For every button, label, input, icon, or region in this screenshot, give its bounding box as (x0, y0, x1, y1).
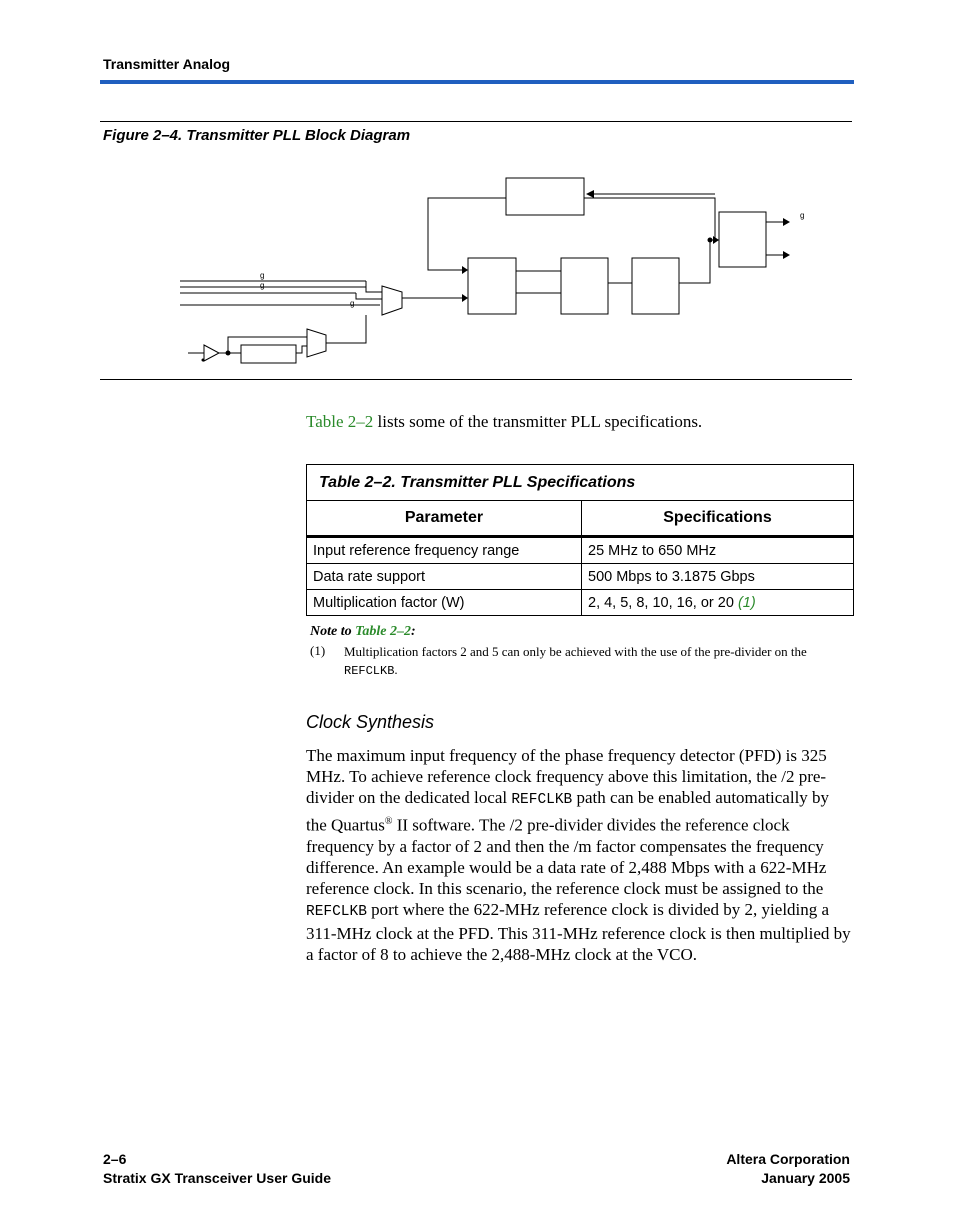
table-cell: 500 Mbps to 3.1875 Gbps (582, 564, 854, 590)
publish-date: January 2005 (761, 1170, 850, 1186)
pfd-block (468, 258, 516, 314)
table-cell: Input reference frequency range (307, 537, 582, 564)
para-code-1: REFCLKB (511, 792, 573, 808)
label-g-3: g (350, 299, 355, 308)
pre-divider-block (241, 345, 296, 363)
label-g-1: g (260, 271, 265, 280)
section-heading: Clock Synthesis (306, 712, 435, 732)
note-text (344, 643, 854, 680)
spec-table (306, 464, 854, 616)
label-g-out: g (800, 211, 805, 220)
note-number: (1) (310, 643, 326, 658)
table-note-title (310, 624, 416, 640)
note-ref-link[interactable]: (1) (737, 594, 756, 611)
table-row (307, 590, 854, 616)
para-text-4: port where the 622-MHz reference clock is divided by 2, yielding a 311-MHz clock at the PFD. This 311-MHz reference clock is then multiplied by a factor of 8 to achieve the 2,488-MHz clock at the VCO. (306, 899, 851, 964)
feedback-divider-block (506, 178, 584, 215)
para-text-3: II software. The /2 pre-divider divides the reference clock frequency by a factor of 2 and then the /m factor compensates the frequency difference. An example would be a data rate of 2,488 Mbps with a 622-MHz reference clock. In this scenario, the reference clock must be assigned to the (306, 815, 827, 898)
para-code-2: REFCLKB (306, 903, 367, 920)
column-header-specifications: Specifications (582, 501, 854, 537)
para-text-1: The maximum input frequency of the phase frequency detector (PFD) is 325 MHz. To achieve reference clock frequency above this limitation, the /2 pre-divider on the dedicated local (306, 746, 827, 807)
note-text-end: . (394, 662, 398, 677)
note-table-link[interactable]: Table 2–2 (355, 624, 411, 639)
note-prefix: Note to (310, 624, 356, 639)
table-cell (582, 590, 854, 616)
output-divider-block (719, 212, 766, 267)
input-mux (382, 286, 402, 315)
label-g-2: g (260, 281, 265, 290)
note-text-part: Multiplication factors 2 and 5 can only be achieved with the use of the pre-divider on the (344, 644, 807, 659)
table-row (307, 537, 854, 564)
table-cell: Data rate support (307, 564, 582, 590)
vco-block (632, 258, 679, 314)
para-text-2: path can be enabled automatically by the Quartus (306, 788, 830, 835)
figure-top-rule (100, 121, 852, 122)
table-row (307, 564, 854, 590)
header-rule (100, 80, 854, 84)
body-paragraph (306, 745, 854, 965)
note-suffix: : (410, 624, 416, 639)
column-header-parameter: Parameter (307, 501, 582, 537)
figure-caption: Figure 2–4. Transmitter PLL Block Diagram (103, 127, 411, 144)
running-header: Transmitter Analog (103, 56, 231, 72)
pll-block-diagram (170, 170, 820, 375)
note-code: REFCLKB (344, 664, 395, 678)
company-name: Altera Corporation (726, 1151, 850, 1167)
table-cell-text: 2, 4, 5, 8, 10, 16, or 20 (588, 594, 738, 611)
table-link[interactable]: Table 2–2 (306, 412, 374, 431)
footer-right (726, 1150, 850, 1188)
divider-mux (307, 329, 326, 357)
table-cell: Multiplication factor (W) (307, 590, 582, 616)
intro-text: lists some of the transmitter PLL specifications. (373, 412, 703, 431)
registered-mark: ® (384, 816, 393, 827)
table-title: Table 2–2. Transmitter PLL Specifications (307, 465, 854, 501)
figure-bottom-rule (100, 379, 852, 380)
table-cell: 25 MHz to 650 MHz (582, 537, 854, 564)
input-buffer (204, 345, 219, 361)
intro-paragraph (306, 412, 702, 432)
guide-title: Stratix GX Transceiver User Guide (103, 1170, 331, 1186)
page-number: 2–6 (103, 1151, 127, 1167)
charge-pump-block (561, 258, 608, 314)
footer-left (103, 1150, 331, 1188)
